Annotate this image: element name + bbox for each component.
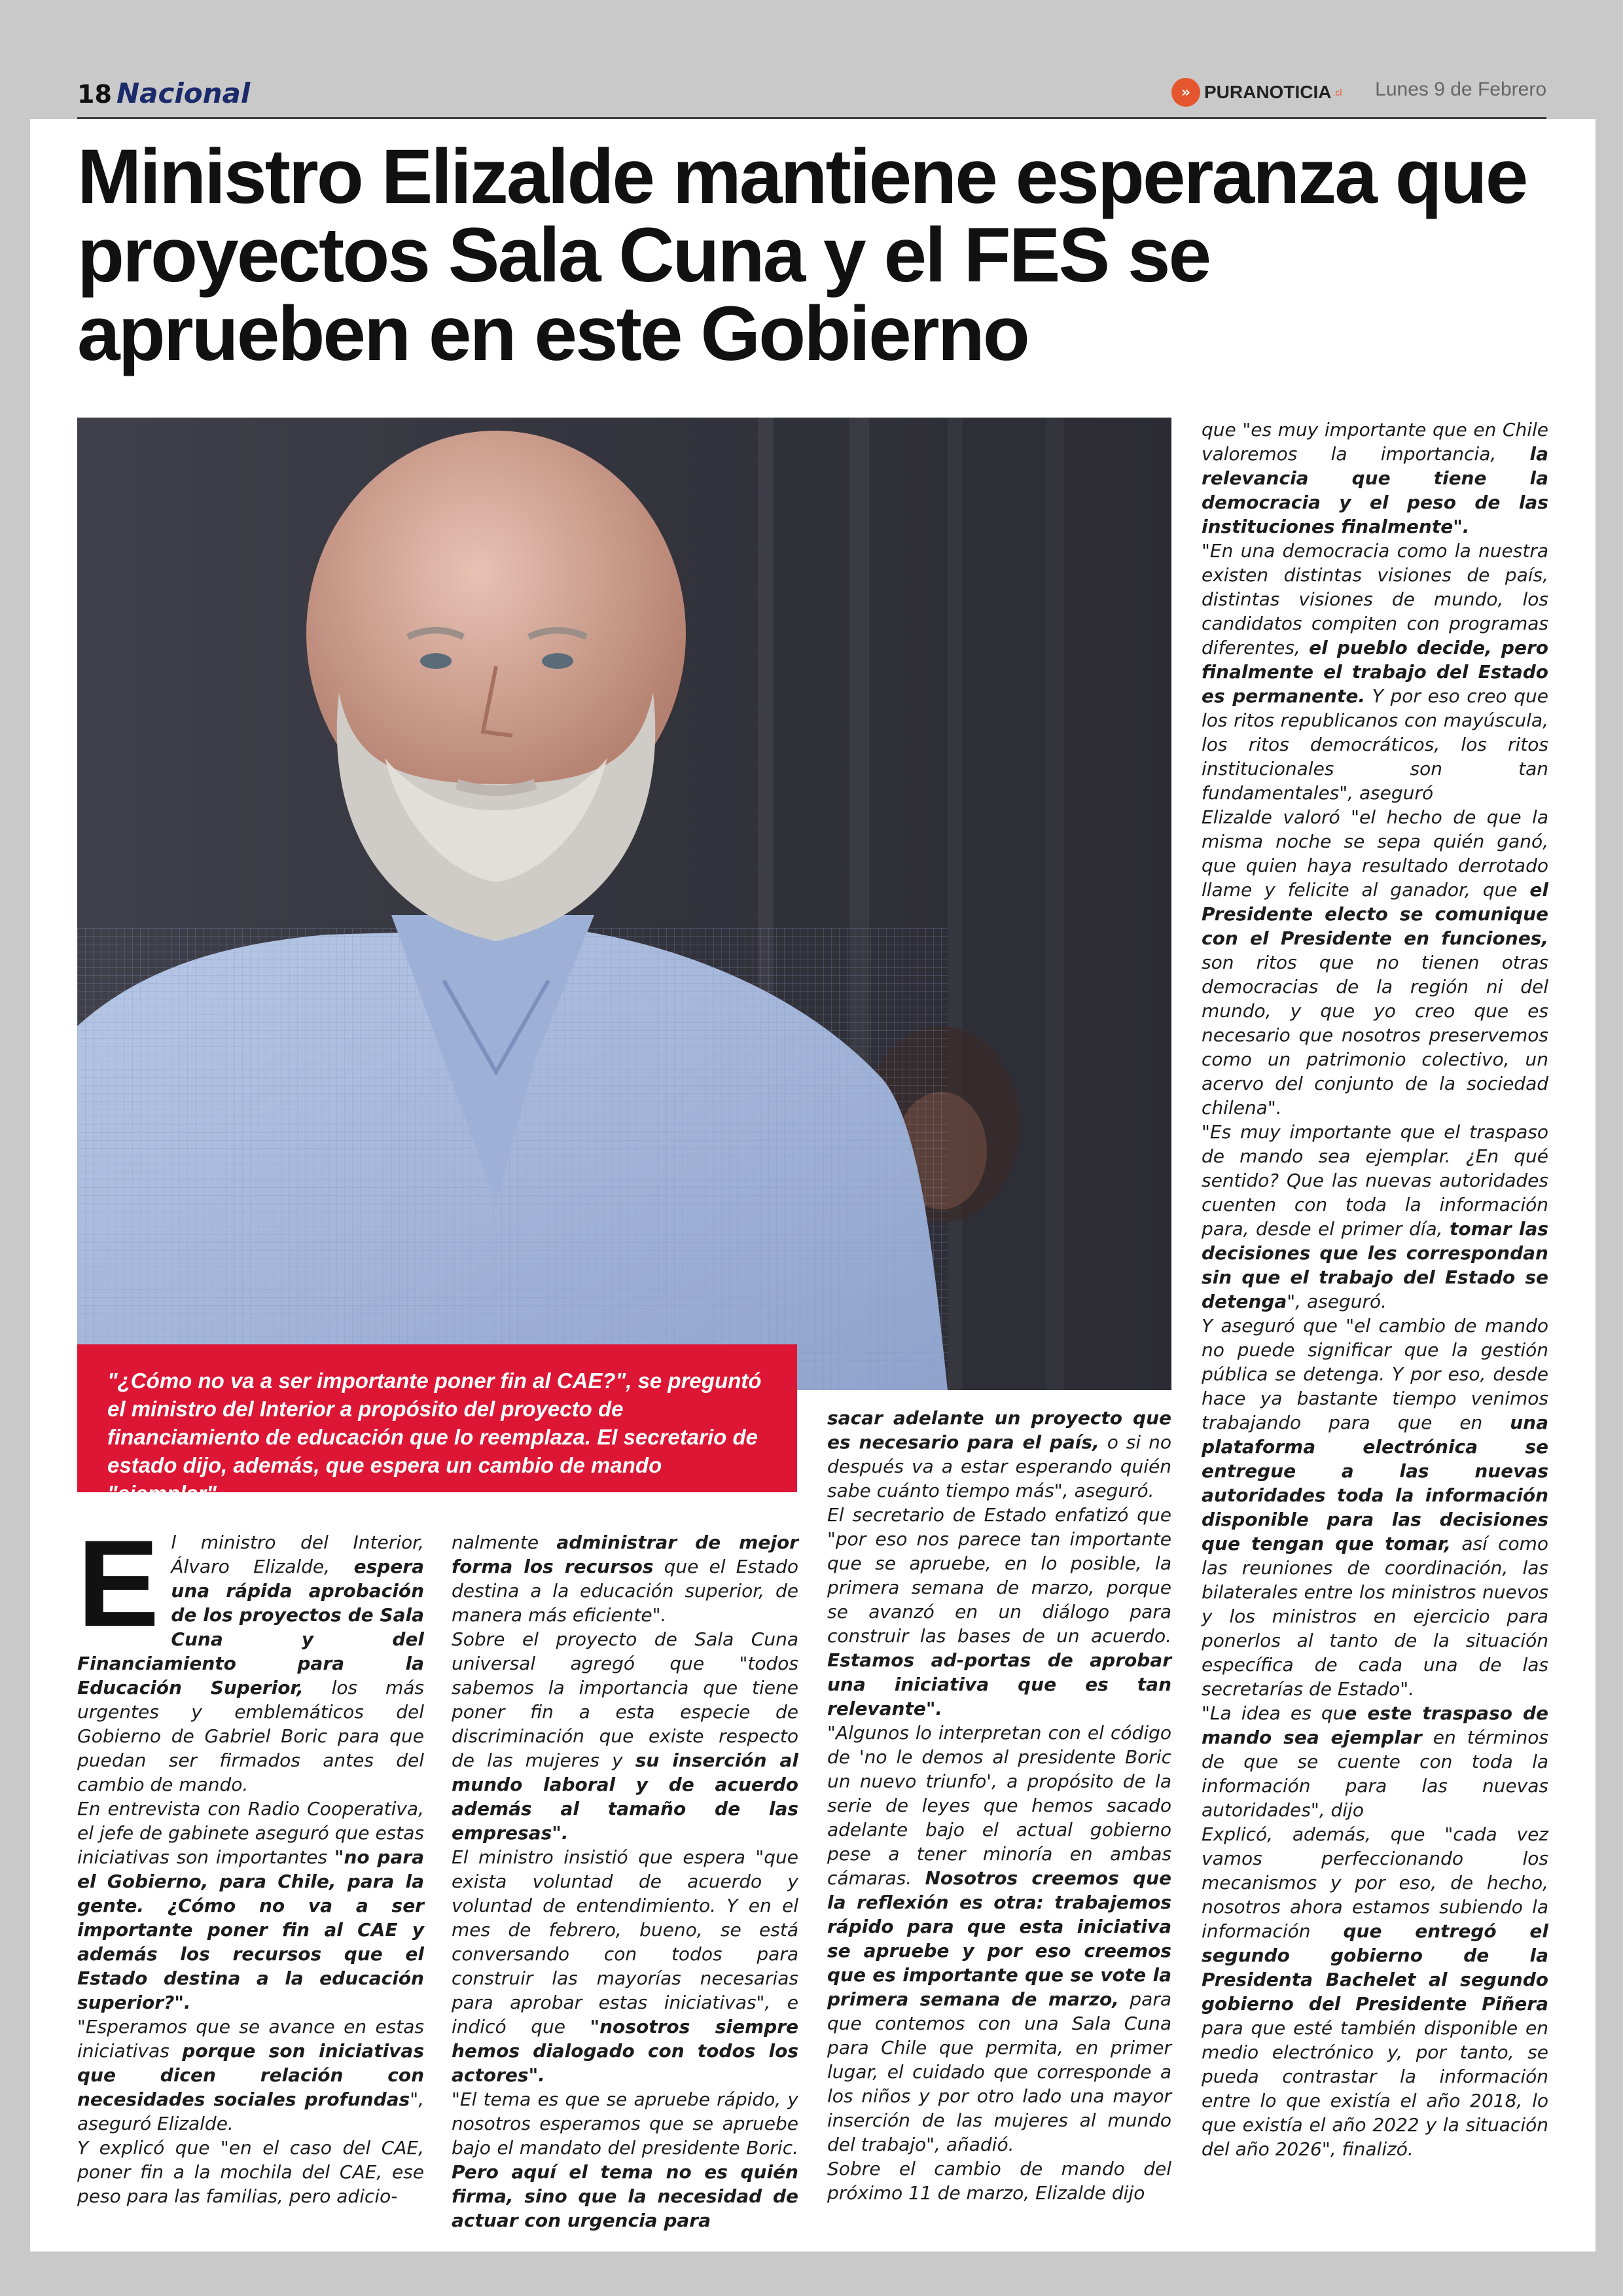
text-run: los más urgentes y emblemáticos del Gobierno de Gabriel Boric para que puedan ser firmados antes del cambio de mando. [77, 1677, 424, 1795]
bold-text-run: el Presidente electo se comunique con el Presidente en funciones, [1202, 879, 1548, 949]
brand-logo [1171, 76, 1342, 109]
paragraph [827, 2157, 1171, 2205]
bold-text-run: una plataforma electrónica se entregue a las nuevas autoridades toda la información disponible para las decisiones que tengan que tomar, [1202, 1412, 1548, 1554]
text-run: nalmente [452, 1532, 557, 1553]
text-run: "Es muy importante que el traspaso de mando sea ejemplar. ¿En qué sentido? Que las nuevas autoridades cuenten con toda la información para, desde el primer día, [1202, 1121, 1548, 1240]
paragraph [1202, 1120, 1548, 1314]
paragraph [77, 2015, 424, 2136]
text-run: "La idea es qu [1202, 1702, 1345, 1724]
text-run: Sobre el cambio de mando del próximo 11 de marzo, Elizalde dijo [827, 2158, 1171, 2204]
bold-text-run: su inserción al mundo laboral y de acuerdo además al tamaño de las empresas". [452, 1749, 798, 1844]
bold-text-run: que entregó el segundo gobierno de la Presidenta Bachelet al segundo gobierno del Presidente Piñera [1202, 1920, 1548, 2015]
text-run: así como las reuniones de coordinación, las bilaterales entre los ministros nuevos y los ministros en ejercicio para ponerlos al tanto de la situación específica de cada una de las secretarías de Estado". [1202, 1533, 1548, 1700]
paragraph [1202, 418, 1548, 539]
text-run: "El tema es que se apruebe rápido, y nosotros esperamos que se apruebe bajo el mandato del presidente Boric. [452, 2089, 798, 2159]
bold-text-run: espera una rápida aprobación de los proyectos de Sala Cuna y del Financiamiento para la Educación Superior, [77, 1556, 424, 1698]
paragraph [452, 1530, 798, 1627]
text-run: que "es muy importante que en Chile valoremos la importancia, [1202, 419, 1548, 465]
paragraph [77, 2136, 424, 2208]
bold-text-run: tomar las decisiones que les correspondan sin que el trabajo del Estado se detenga [1202, 1218, 1549, 1312]
paragraph [827, 1721, 1171, 2157]
paragraph [827, 1503, 1171, 1721]
text-run: l ministro del Interior, Álvaro Elizalde, [171, 1532, 424, 1577]
bold-text-run: "nosotros siempre hemos dialogado con todos los actores". [452, 2016, 798, 2086]
bold-text-run: sacar adelante un proyecto que es necesario para el país, [827, 1407, 1171, 1453]
text-run: Y aseguró que "el cambio de mando no puede significar que la gestión pública se detenga. Y por eso, desde hace ya bastante tiempo venimos trabajando para que en [1202, 1315, 1548, 1433]
paragraph [1202, 539, 1548, 805]
bold-text-run: porque son iniciativas que dicen relación con necesidades sociales profundas [77, 2040, 424, 2110]
text-run: para que esté también disponible en medio electrónico y, por tanto, se pueda contrastar la información entre lo que existía el año 2018, lo que existía el año 2022 y la situación del año 2026", finalizó. [1202, 2017, 1548, 2160]
bold-text-run: el pueblo decide, pero finalmente el trabajo del Estado es permanente. [1202, 637, 1548, 707]
text-run: Y explicó que "en el caso del CAE, poner fin a la mochila del CAE, ese peso para las familias, pero adicio- [77, 2137, 424, 2207]
text-run: para que contemos con una Sala Cuna para Chile que permita, en primer lugar, el cuidado que corresponde a los niños y por otro lado una mayor inserción de las mujeres al mundo del trabajo", añadió. [827, 1988, 1171, 2155]
paragraph [77, 1797, 424, 2015]
bold-text-run: Estamos ad-portas de aprobar una iniciativa que es tan relevante". [827, 1649, 1171, 1719]
paragraph [827, 1406, 1171, 1503]
text-run: "Esperamos que se avance en estas iniciativas [77, 2016, 424, 2062]
bold-text-run: "no para el Gobierno, para Chile, para la gente. ¿Cómo no va a ser importante poner fin al CAE y además los recursos que el Estado destina a la educación superior?". [77, 1846, 424, 2013]
drop-cap: E [77, 1515, 160, 1652]
bold-text-run: e este traspaso de mando sea ejemplar [1202, 1702, 1548, 1748]
paragraph [1202, 1701, 1548, 1822]
text-run: El ministro insistió que espera "que exista voluntad de acuerdo y voluntad de entendimiento. Y en el mes de febrero, bueno, se está conversando con todos para construir las mayorías necesarias para aprobar estas iniciativas", e indicó que [452, 1846, 798, 2037]
text-run: que el Estado destina a la educación superior, de manera más eficiente". [452, 1556, 799, 1626]
paragraph [452, 1627, 798, 1845]
text-run: son ritos que no tienen otras democracias de la región ni del mundo, y que yo creo que es necesario que nosotros preservemos como un patrimonio colectivo, un acervo del conjunto de la sociedad chilena". [1202, 952, 1548, 1119]
section-name: Nacional [116, 77, 251, 109]
paragraph [452, 1845, 798, 2087]
paragraph [1202, 1314, 1548, 1701]
text-run: El secretario de Estado enfatizó que "por eso nos parece tan importante que se apruebe, en lo posible, la primera semana de marzo, porque se avanzó en un diálogo para construir las bases de un acuerdo. [827, 1504, 1171, 1647]
paragraph [452, 2087, 798, 2233]
paragraph [1202, 805, 1548, 1120]
bold-text-run: la relevancia que tiene la democracia y el peso de las instituciones finalmente". [1202, 443, 1548, 537]
text-run: en términos de que se cuente con toda la información para las nuevas autoridades", dijo [1202, 1727, 1548, 1821]
page-number: 18 [77, 80, 112, 109]
article-photo [77, 418, 1171, 1390]
text-run: Explicó, además, que "cada vez vamos perfeccionando los mecanismos y por eso, de hecho, nosotros ahora estamos subiendo la información [1202, 1823, 1548, 1942]
brand-suffix: .cl [1332, 87, 1342, 98]
article-page [30, 119, 1596, 2251]
headline: Ministro Elizalde mantiene esperanza que proyectos Sala Cuna y el FES se aprueben en este Gobierno [77, 134, 1527, 377]
text-run: En entrevista con Radio Cooperativa, el jefe de gabinete aseguró que estas iniciativas son importantes [77, 1798, 424, 1868]
brand-chevron-icon: » [1171, 78, 1200, 107]
text-run: "En una democracia como la nuestra existen distintas visiones de país, distintas visiones de mundo, los candidatos compiten con programas diferentes, [1202, 540, 1548, 658]
text-run: Y por eso creo que los ritos republicanos con mayúscula, los ritos democráticos, los ritos institucionales son tan fundamentales", aseguró [1202, 685, 1548, 804]
text-run: "Algunos lo interpretan con el código de 'no le demos al presidente Boric un nuevo triunfo', a propósito de la serie de leyes que hemos sacado adelante bajo el actual gobierno pese a tener minoría en ambas cámaras. [827, 1722, 1171, 1889]
bold-text-run: Pero aquí el tema no es quién firma, sino que la necesidad de actuar con urgencia para [452, 2161, 798, 2231]
text-run: Elizalde valoró "el hecho de que la misma noche se sepa quién ganó, que quien haya resultado derrotado llame y felicite al ganador, que [1202, 806, 1548, 901]
text-run: ", aseguró. [1287, 1291, 1387, 1312]
brand-name: PURANOTICIA [1204, 82, 1332, 102]
bold-text-run: administrar de mejor forma los recursos [452, 1532, 798, 1577]
article-column-3 [827, 1406, 1171, 2205]
bold-text-run: Nosotros creemos que la reflexión es otra: trabajemos rápido para que esta iniciativa se apruebe y por eso creemos que es importante que se vote la primera semana de marzo, [827, 1867, 1171, 2010]
text-run: o si no después va a estar esperando quién sabe cuánto tiempo más", aseguró. [827, 1431, 1172, 1501]
article-column-4 [1202, 418, 1548, 2161]
issue-date: Lunes 9 de Febrero [1375, 79, 1546, 100]
article-column-2 [452, 1530, 798, 2233]
photo-caption: "¿Cómo no va a ser importante poner fin al CAE?", se preguntó el ministro del Interior a propósito del proyecto de financiamiento de educación que lo reemplaza. El secretario de estado dijo, además, que espera un cambio de mando "ejemplar". [77, 1344, 797, 1492]
text-run: Sobre el proyecto de Sala Cuna universal agregó que "todos sabemos la importancia que tiene poner fin a esta especie de discriminación que existe respecto de las mujeres y [452, 1628, 798, 1771]
text-run: ", aseguró Elizalde. [77, 2089, 424, 2134]
page-header [77, 73, 1546, 119]
paragraph [1202, 1822, 1548, 2161]
article-column-1 [77, 1515, 424, 2208]
minister-portrait-image [77, 418, 1171, 1390]
